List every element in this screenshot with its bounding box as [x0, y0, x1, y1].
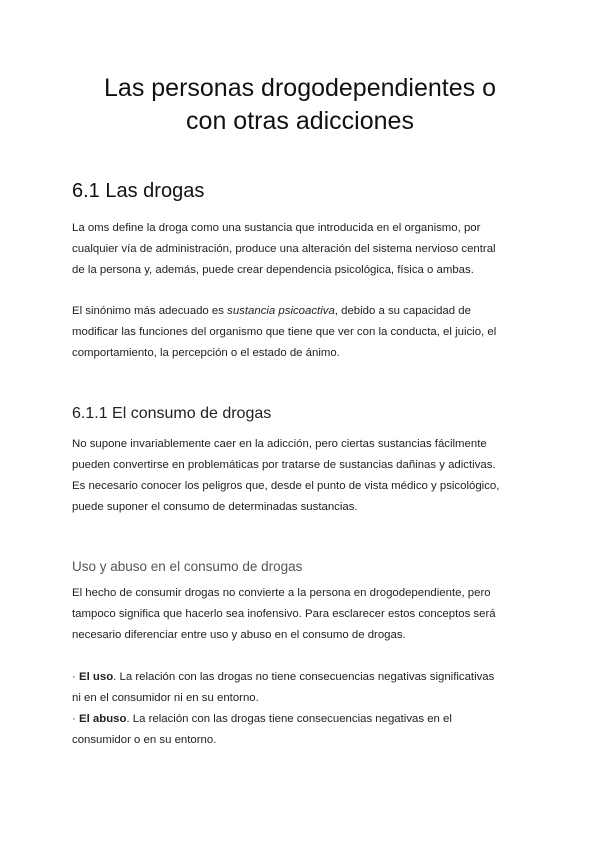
list-item-continuation: ni en el consumidor ni en su entorno. [72, 692, 259, 704]
text-fragment: , debido a su capacidad de [334, 305, 471, 317]
bold-term: El uso [78, 671, 114, 683]
text-fragment: El sinónimo más adecuado es [72, 305, 228, 317]
section-paragraph-2 [72, 301, 532, 364]
definition-list [72, 667, 532, 751]
text-line: La oms define la droga como una sustancia que introducida en el organismo, por [72, 222, 481, 234]
list-item-continuation: consumidor o en su entorno. [72, 734, 217, 746]
document-title [72, 72, 528, 138]
list-item [72, 667, 532, 688]
text-line: No supone invariablemente caer en la adicción, pero ciertas sustancias fácilmente [72, 438, 487, 450]
document-title-line-2: con otras adicciones [186, 107, 414, 135]
text-line: cualquier vía de administración, produce una alteración del sistema nervioso central [72, 243, 496, 255]
text-line: de la persona y, además, puede crear dependencia psicológica, física o ambas. [72, 264, 474, 276]
bullet-mark: · [72, 713, 79, 725]
section-paragraph-1 [72, 218, 532, 281]
text-line: puede suponer el consumo de determinadas sustancias. [72, 501, 358, 513]
text-line: pueden convertirse en problemáticas por tratarse de sustancias dañinas y adictivas. [72, 459, 496, 471]
subsubsection-heading: Uso y abuso en el consumo de drogas [72, 559, 303, 574]
text-line [72, 301, 532, 322]
text-fragment: . La relación con las drogas no tiene consecuencias negativas significativas [113, 671, 495, 683]
text-line: modificar las funciones del organismo que tiene que ver con la conducta, el juicio, el [72, 326, 497, 338]
document-title-line-1: Las personas drogodependientes o [104, 74, 496, 102]
text-fragment: . La relación con las drogas tiene consecuencias negativas en el [126, 713, 452, 725]
subsubsection-paragraph-1 [72, 583, 532, 646]
text-line: tampoco significa que hacerlo sea inofensivo. Para esclarecer estos conceptos será [72, 608, 496, 620]
italic-term: sustancia psicoactiva [227, 305, 335, 317]
subsection-heading: 6.1.1 El consumo de drogas [72, 405, 272, 422]
list-item [72, 709, 532, 730]
section-heading: 6.1 Las drogas [72, 180, 205, 202]
text-line: El hecho de consumir drogas no convierte a la persona en drogodependiente, pero [72, 587, 491, 599]
bold-term: El abuso [78, 713, 127, 725]
subsection-paragraph-1 [72, 434, 532, 518]
text-line: necesario diferenciar entre uso y abuso en el consumo de drogas. [72, 629, 406, 641]
text-line: Es necesario conocer los peligros que, desde el punto de vista médico y psicológico, [72, 480, 500, 492]
bullet-mark: · [72, 671, 79, 683]
text-line: comportamiento, la percepción o el estado de ánimo. [72, 347, 340, 359]
